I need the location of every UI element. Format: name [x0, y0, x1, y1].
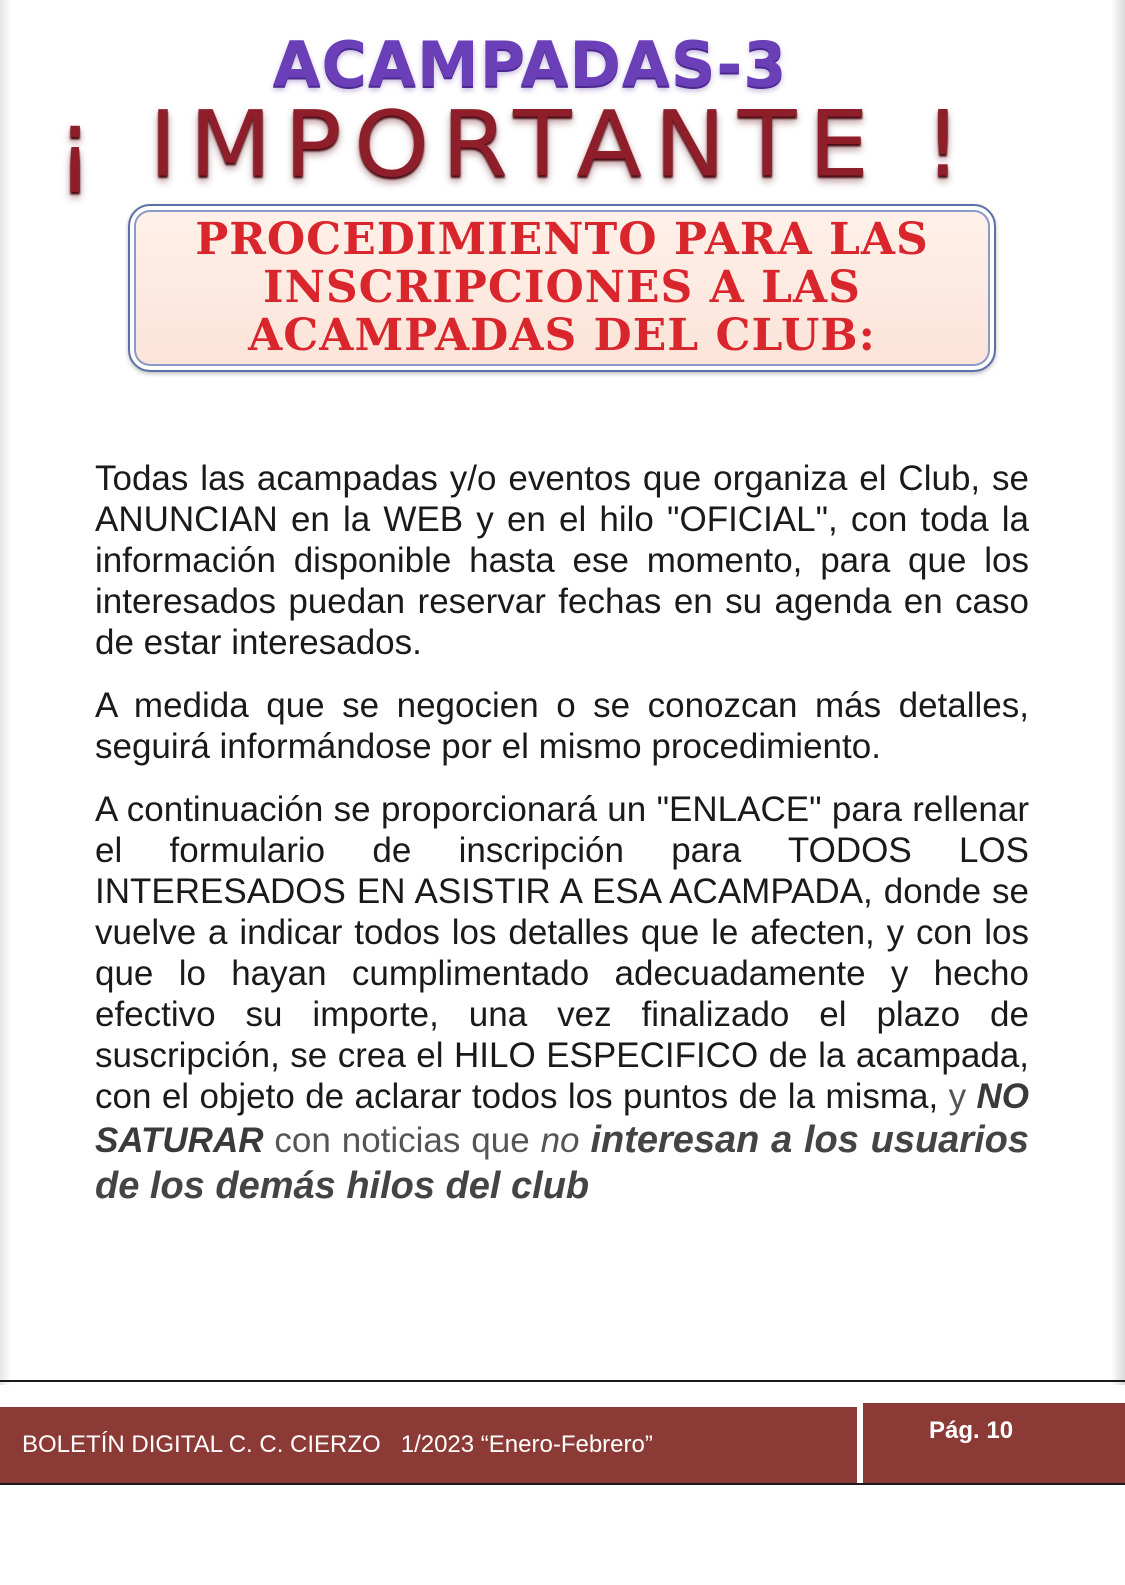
article-body [95, 458, 1029, 1231]
paragraph-announcement: Todas las acampadas y/o eventos que organiza el Club, se ANUNCIAN en la WEB y en el hilo "OFICIAL", con toda la información disponible hasta ese momento, para que los interesados puedan reservar fechas en su agenda en caso de estar interesados. [95, 459, 1029, 662]
conjunction-text: y [938, 1077, 977, 1116]
page-edge-shadow [1111, 0, 1125, 1385]
footer-page-number: Pág. 10 [863, 1403, 1125, 1483]
paragraph-registration-text: A continuación se proporcionará un "ENLACE" para rellenar el formulario de inscripción para TODOS LOS INTERESADOS EN ASISTIR A ESA ACAMPADA, donde se vuelve a indicar todos los detalles que le afecten, y con los que lo hayan cumplimentado adecuadamente y hecho efectivo su importe, una vez finalizado el plazo de suscripción, se crea el HILO ESPECIFICO de la acampada, con el objeto de aclarar todos los puntos de la misma, [95, 790, 1029, 1116]
noticias-text: con noticias que [263, 1121, 541, 1160]
footer-top-rule [0, 1380, 1125, 1382]
footer-bottom-rule [0, 1483, 1125, 1485]
no-text: no [540, 1121, 580, 1160]
closing-emphasis: interesan a los usuarios de los demás hilos del club [95, 1119, 1029, 1207]
section-title: ACAMPADAS-3 [272, 28, 788, 101]
important-headline: ¡ IMPORTANTE ! [55, 90, 975, 198]
footer-publication: BOLETÍN DIGITAL C. C. CIERZO 1/2023 “Enero-Febrero” [0, 1407, 857, 1483]
callout-line: PROCEDIMIENTO PARA LAS [195, 214, 929, 265]
procedure-callout-box [128, 204, 996, 372]
paragraph-updates: A medida que se negocien o se conozcan más detalles, seguirá informándose por el mismo procedimiento. [95, 686, 1029, 766]
callout-line: INSCRIPCIONES A LAS [263, 262, 861, 313]
no-saturar-emphasis: NO SATURAR [95, 1077, 1029, 1160]
paragraph-registration [95, 789, 1029, 1209]
page-edge-shadow [0, 0, 12, 1385]
callout-line: ACAMPADAS DEL CLUB: [248, 310, 876, 361]
